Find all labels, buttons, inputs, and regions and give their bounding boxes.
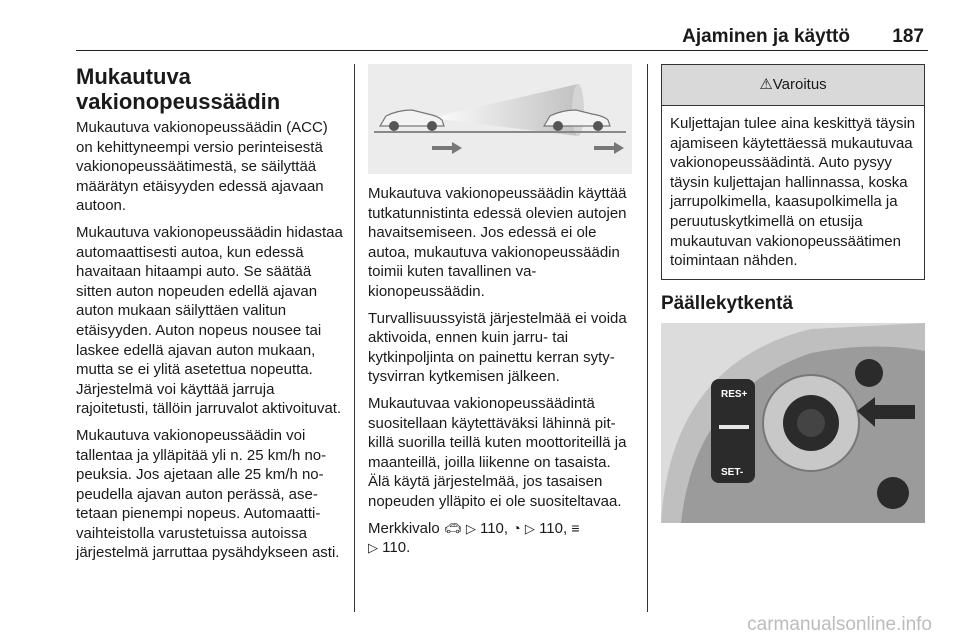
steering-wheel-icon xyxy=(661,323,925,523)
radar-cars-icon xyxy=(368,64,632,174)
speedometer-icon: ◔ xyxy=(512,519,521,536)
reference-arrow-icon: ▷ xyxy=(465,520,476,536)
paragraph: Mukautuva vakionopeussäädin (ACC) on kehittyneempi versio perinteisestä vakionopeussäätimestä, se säilyttää määrätyn etäisyyden edessä ajavaan autoon. xyxy=(76,119,328,215)
watermark: carmanualsonline.info xyxy=(747,614,932,635)
acc-radar-illustration xyxy=(368,64,632,174)
paragraph: Turvallisuussyistä järjestelmää ei voida aktivoida, ennen kuin jarru- tai kytkinpoljinta on painettu kerran sytytysvirran kytkemisen jälkeen. xyxy=(368,309,627,386)
column-3 xyxy=(661,64,925,523)
warning-label: Varoitus xyxy=(772,76,827,93)
set-button-label: SET- xyxy=(721,467,744,479)
column-divider-1 xyxy=(354,64,355,612)
header-title: Ajaminen ja käyttö xyxy=(682,26,850,47)
section-heading: Mukautuva vakionopeussäädin xyxy=(76,64,281,114)
warning-box xyxy=(661,64,925,280)
warning-header xyxy=(662,65,924,106)
warning-triangle-icon: ⚠︎ xyxy=(759,76,773,93)
paragraph: Mukautuva vakionopeussäädin voi tallentaa ja ylläpitää yli n. 25 km/h nopeuksia. Jos ajetaan alle 25 km/h nopeudella ajavan auton perässä, asetetaan pienempi nopeus. Automaattivaihteistolla varustetuissa autoissa järjestelmä jarruttaa pysähdykseen asti. xyxy=(76,426,340,562)
reference-page-3[interactable]: 110. xyxy=(382,539,411,557)
reference-arrow-icon: ▷ xyxy=(368,540,378,556)
column-divider-2 xyxy=(647,64,648,612)
vehicle-ahead-icon: ≡ xyxy=(571,519,580,536)
reference-line xyxy=(368,519,632,558)
reference-page-1[interactable]: 110, xyxy=(479,519,509,537)
paragraph: Mukautuvaa vakionopeussäädintä suositellaan käytettäväksi lähinnä pitkillä suorilla teillä kuten moottoriteillä ja maanteillä, joilla liikenne on tasaista. Älä käytä järjestelmää, jos tasaisen nopeuden ylläpito ei ole suositeltavaa. xyxy=(368,394,627,510)
column-1 xyxy=(76,64,348,570)
paragraph: Mukautuva vakionopeussäädin käyttää tutkatunnistinta edessä olevien autojen havaitsemiseen. Jos edessä ei ole autoa, mukautuva vakionopeussäädin toimii kuten tavallinen vakionopeussäädin. xyxy=(368,185,627,300)
reference-prefix: Merkkivalo xyxy=(368,519,440,537)
subheading: Päällekytkentä xyxy=(661,292,794,314)
steering-wheel-controls-illustration xyxy=(661,323,925,523)
page-number: 187 xyxy=(892,26,924,47)
reference-arrow-icon: ▷ xyxy=(524,520,535,536)
reference-page-2[interactable]: 110, xyxy=(539,519,568,537)
car-icon: 🚗︎ xyxy=(443,519,462,536)
page-header xyxy=(76,22,928,51)
warning-text: Kuljettajan tulee aina keskittyä täysin ajamiseen käytettäessä mukautuvaa vakionopeussäädintä. Auto pysyy täysin kuljettajan hallinnassa, koska jarrupolkimella, kaasupolkimella ja peruutuskytkimellä on etusija mukautuvan vakionopeussäätimen toimintaan nähden. xyxy=(670,115,916,270)
paragraph: Mukautuva vakionopeussäädin hidastaa automaattisesti autoa, kun edessä havaitaan hitaampi auto. Se säätää sitten auton nopeuden edellä ajavan auton mukaan säilyttäen valitun etäisyyden. Auton nopeus nousee tai laskee edellä ajavan auton mukaan, mutta se ei ylitä asetettua nopeutta. Järjestelmä voi käyttää jarruja rajoitetusti, tällöin jarruvalot aktivoituvat. xyxy=(76,223,343,418)
column-2 xyxy=(368,64,632,565)
res-button-label: RES+ xyxy=(721,389,748,401)
